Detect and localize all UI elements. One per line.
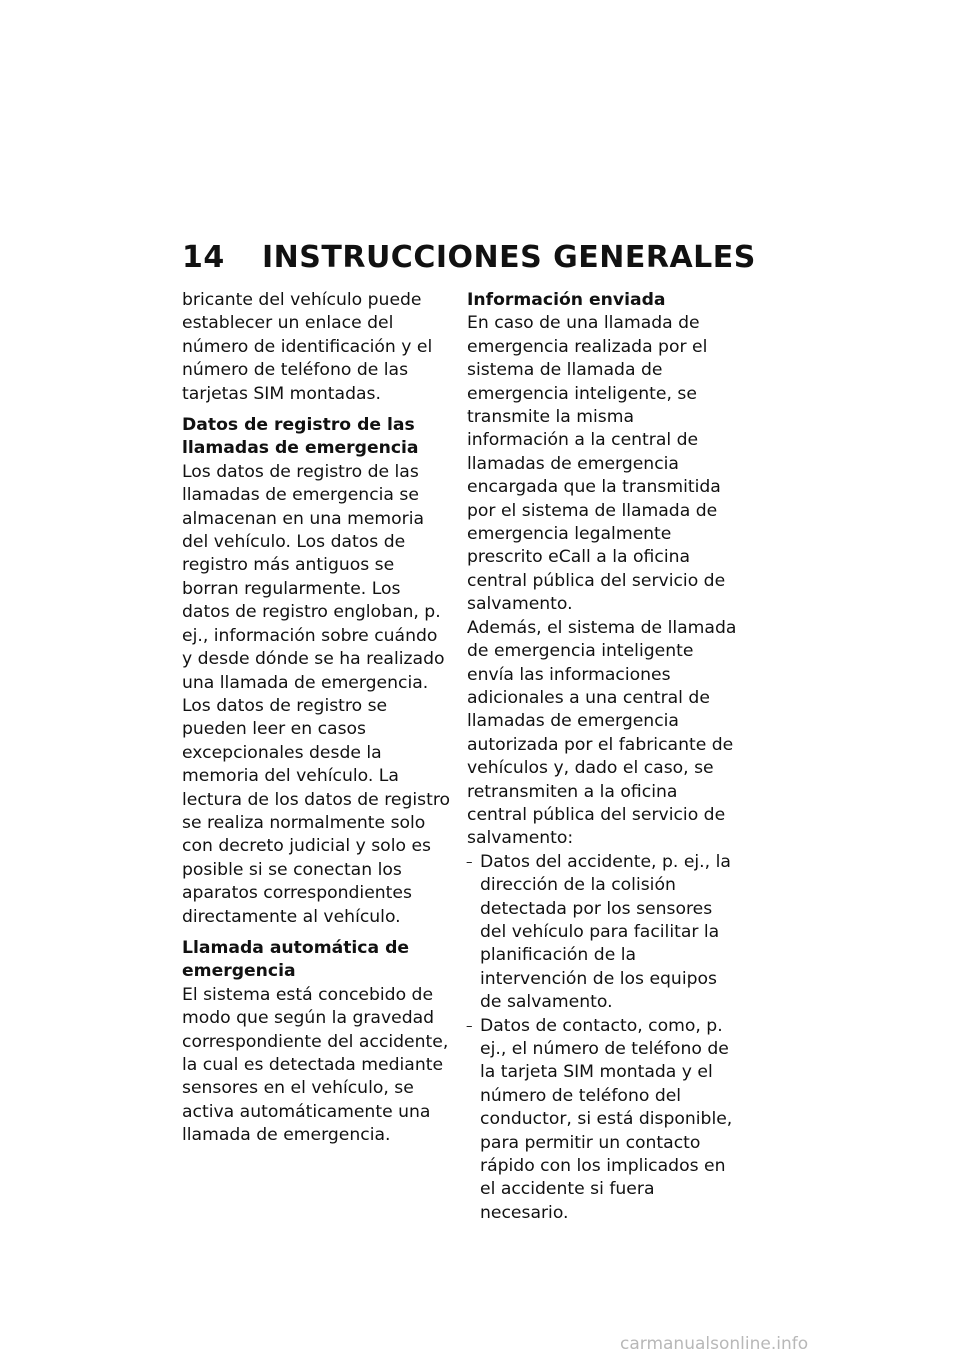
- page-header: [182, 240, 802, 280]
- section-body-informacion-adicional: Además, el sistema de llamada de emergencia inteligente envía las informaciones adicionales a una central de llamadas de emergencia autorizada por el fabricante de vehículos y, dado el caso, se retransmiten a la oficina central pública del servicio de salvamento:: [467, 617, 737, 849]
- watermark: carmanualsonline.info: [620, 1334, 809, 1354]
- left-column: [182, 289, 452, 1148]
- page-title: INSTRUCCIONES GENERALES: [262, 240, 756, 275]
- list-item: – Datos del accidente, p. ej., la dirección de la colisión detectada por los sensores del vehículo para facilitar la planificación de la intervención de los equipos de salvamento.: [467, 851, 737, 1015]
- section-body-llamada-automatica: El sistema está concebido de modo que según la gravedad correspondiente del accidente, la cual es detectada mediante sensores en el vehículo, se activa automáticamente una llamada de emergencia.: [182, 984, 449, 1146]
- bullet-list: [467, 851, 737, 1226]
- intro-paragraph: bricante del vehículo puede establecer un enlace del número de identificación y el número de teléfono de las tarjetas SIM montadas.: [182, 290, 433, 404]
- section-body-informacion-enviada: En caso de una llamada de emergencia realizada por el sistema de llamada de emergencia inteligente, se transmite la misma información a la central de llamadas de emergencia encargada que la transmitida por el sistema de llamada de emergencia legalmente prescrito eCall a la oficina central pública del servicio de salvamento.: [467, 313, 726, 615]
- section-heading-llamada-automatica: Llamada automática de emergencia: [182, 937, 410, 982]
- list-item: – Datos de contacto, como, p. ej., el número de teléfono de la tarjeta SIM montada y el número de teléfono del conductor, si está disponible, para permitir un contacto rápido con los implicados en el accidente si fuera necesario.: [467, 1015, 737, 1226]
- section-heading-registro: Datos de registro de las llamadas de emergencia: [182, 415, 419, 459]
- page-number: 14: [182, 240, 225, 275]
- section-body-registro: Los datos de registro de las llamadas de emergencia se almacenan en una memoria del vehículo. Los datos de registro más antiguos se borran regularmente. Los datos de registro engloban, p. ej., información sobre cuándo y desde dónde se ha realizado una llamada de emergencia. Los datos de registro se pueden leer en casos excepcionales desde la memoria del vehículo. La lectura de los datos de registro se realiza normalmente solo con decreto judicial y solo es posible si se conectan los aparatos correspondientes directamente al vehículo.: [182, 461, 451, 927]
- section-heading-informacion-enviada: Información enviada: [467, 290, 666, 310]
- right-column: [467, 289, 737, 1225]
